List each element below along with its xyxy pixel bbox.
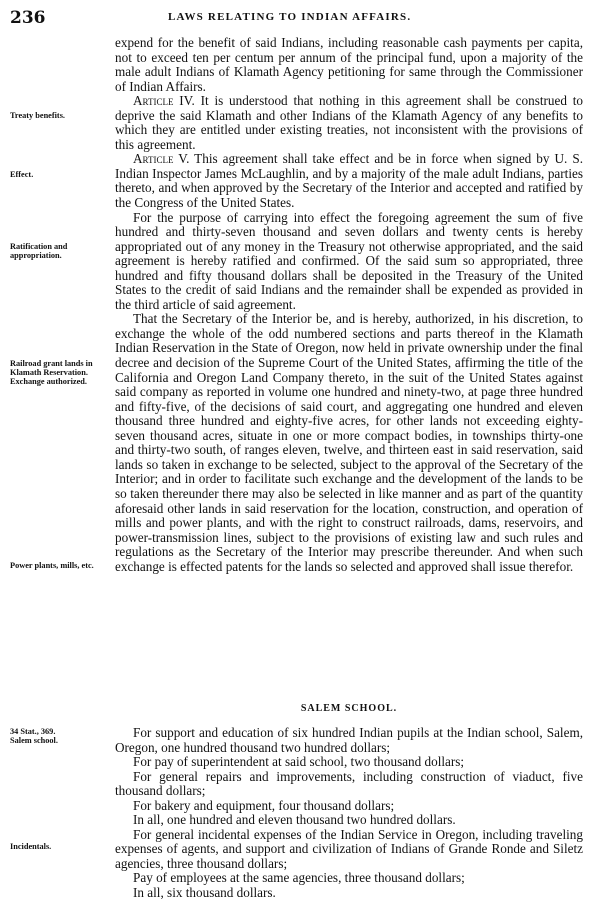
article-v-text: This agreement shall take effect and be in force when signed by U. S. Indian Inspector James McLaughlin, and by a majority of the male adult Indians, parties thereto, and when approved by the Secretary of the Interior and accepted and ratified by the Congress of the United States. xyxy=(115,151,583,211)
paragraph-railroad-exchange: That the Secretary of the Interior be, and is hereby, authorized, in his discretion, to exchange the whole of the odd numbered sections and parts thereof in the Klamath Indian Reservation in the State of Oregon, now held in private ownership under the final decree and decision of the Supreme Court of the United States, affirming the title of the California and Oregon Land Company thereto, in the suit of the United States against said company as reported in volume one hundred and ninety-two, at page three hundred and fifty-five, of the decisions of said court, and aggregating one hundred and eleven thousand three hundred and eighty-five acres, for other lands not exceeding eighty-seven thousand acres, situate in one or more compact bodies, in townships thirty-one and thirty-two south, of ranges eleven, twelve, and thirteen east in said reservation, said lands so taken in exchange to be selected, subject to the approval of the Secretary of the Interior; and in order to facilitate such exchange and the development of the lands to be so taken thereunder there may also be selected in like manner and as part of the quantity aforesaid other lands in said reservation for the location, construction, and operation of mills and power plants, and with the right to construct railroads, dams, reservoirs, and power-transmission lines, subject to the provisions of existing law and such rules and regulations as the Secretary of the Interior may prescribe thereunder. And when such exchange is effected patents for the lands so selected and approved shall issue therefor. xyxy=(115,311,583,574)
salem-line-5: In all, one hundred and eleven thousand two hundred dollars. xyxy=(133,812,456,828)
paragraph-continued: expend for the benefit of said Indians, including reasonable cash payments per capita, not to exceed ten per centum per annum of the principal fund, upon a majority of the male adult Indians of Klamath Agency petitioning for same through the Commissioner of Indian Affairs. xyxy=(115,35,583,94)
page-header xyxy=(0,8,600,28)
salem-line-4: For bakery and equipment, four thousand dollars; xyxy=(133,797,395,813)
salem-line-8: In all, six thousand dollars. xyxy=(133,885,276,901)
salem-line-7: Pay of employees at the same agencies, three thousand dollars; xyxy=(133,870,465,886)
paragraph-article-v xyxy=(115,152,583,210)
salem-line-2: For pay of superintendent at said school, two thousand dollars; xyxy=(133,754,465,770)
margin-note-salem: Salem school. xyxy=(10,736,58,745)
salem-line-3: For general repairs and improvements, including construction of viaduct, five thousand dollars; xyxy=(115,768,583,799)
paragraph-ratification: For the purpose of carrying into effect the foregoing agreement the sum of five hundred and thirty-seven thousand and seven dollars and twenty cents is hereby appropriated out of any money in the Treasury not otherwise appropriated, and the said agreement is hereby ratified and confirmed. Of the said sum so appropriated, three hundred and fifty thousand dollars shall be deposited in the Treasury of the United States to the credit of said Indians and the remainder shall be expended as provided in the third article of said agreement. xyxy=(115,209,583,312)
article-v-label: Article V. xyxy=(133,151,190,167)
margin-note-ratification: Ratification and appropriation. xyxy=(10,242,68,260)
margin-note-railroad: Railroad grant lands in Klamath Reservation. Exchange authorized. xyxy=(10,359,93,386)
running-head: LAWS RELATING TO INDIAN AFFAIRS. xyxy=(168,11,412,23)
margin-note-incidentals: Incidentals. xyxy=(10,842,52,851)
section-heading-salem: SALEM SCHOOL. xyxy=(300,703,398,714)
article-iv-label: Article IV. xyxy=(133,93,195,109)
margin-note-treaty: Treaty benefits. xyxy=(10,111,65,120)
salem-line-6: For general incidental expenses of the Indian Service in Oregon, including traveling expenses of agents, and support and civilization of Indians of Grande Ronde and Siletz agencies, three thousand dollars; xyxy=(115,826,583,871)
article-iv-text: It is understood that nothing in this agreement shall be construed to deprive the said Klamath and other Indians of the Klamath Agency of any benefits to which they are entitled under existing treaties, not inconsistent with the provisions of this agreement. xyxy=(115,93,583,152)
margin-note-power: Power plants, mills, etc. xyxy=(10,561,94,570)
margin-note-effect: Effect. xyxy=(10,170,34,179)
salem-line-1: For support and education of six hundred Indian pupils at the Indian school, Salem, Oregon, one hundred thousand two hundred dollars; xyxy=(115,725,583,755)
page-number: 236 xyxy=(10,8,46,28)
main-text xyxy=(115,36,583,574)
paragraph-article-iv xyxy=(115,94,583,152)
margin-note-statute: 34 Stat., 369. xyxy=(10,727,56,736)
salem-text xyxy=(115,726,583,901)
